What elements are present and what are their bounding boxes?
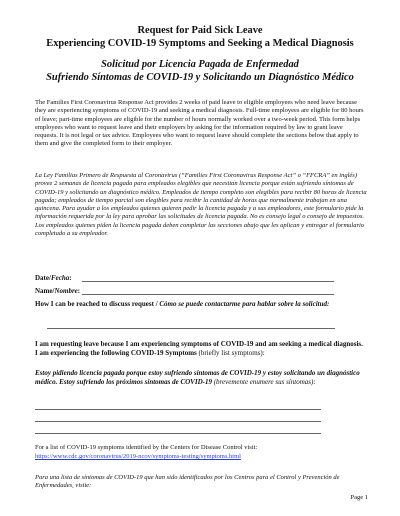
intro-es: La Ley Familias Primero de Respuesta al Coronavirus (“Families First Coronavirus Response Act” o “FFCRA” en inglés) provee 2 semanas de licencia pagada para empleados elegibles que necesitan licencia porque están sufriendo síntomas de COVID-19 y solicitando un diagnóstico médico. Empleados de tiempo completo son elegibles para recibir 80 horas de licencia pagada; empleados de tiempo parcial son elegibles para recibir la cantidad de horas que normalmente trabajan en una quincena. Para ayudar a los empleados quienes quieren pedir la licencia pagada y a sus empleadores, este formulario pide la información requerida por la ley para aprobar las solicitudes de licencia pagada. No es consejo legal o consejo de impuestos. Los empleados quienes piden la licencia pagada deben completar las secciones abajo que les aplican y entregar el formulario completado a su empleador. bbox=[35, 172, 367, 238]
name-label-en: Name/ bbox=[35, 287, 55, 295]
symptoms-es-bold: Estoy pidiendo licencia pagada porque estoy sufriendo síntomas de COVID-19 y estoy solicitando un diagnóstico médico. Estoy sufriendo los próximos síntomas de COVID-19 bbox=[35, 369, 360, 386]
symptoms-en-tail: (briefly list symptoms): bbox=[198, 348, 265, 357]
cdc-en: For a list of COVID-19 symptoms identified by the Centers for Disease Control visit: bbox=[35, 444, 258, 451]
symptoms-es-tail: (brevemente enumere sus síntomas): bbox=[213, 377, 316, 386]
name-label-es: Nombre bbox=[54, 287, 78, 295]
title-es-2: Sufriendo Síntomas de COVID-19 y Solicitando un Diagnóstico Médico bbox=[46, 72, 354, 83]
intro-en: The Families First Coronavirus Response Act provides 2 weeks of paid leave to eligible employees who need leave because they are experiencing symptoms of COVID-19 and seeking a medical diagnosis. Full-time employees are eligible for 80 hours of leave; part-time employees are eligible for the number of hours normally worked over a two-week period. This form helps employees who want to request leave and their employers by asking for the information required by law to grant leave requests. It is not legal or tax advice. Employees who want to request leave should complete the sections below that apply to them and give the completed form to their employer. bbox=[35, 99, 364, 148]
contact-field[interactable] bbox=[47, 328, 335, 329]
title-es-1: Solicitud por Licencia Pagada de Enfermedad bbox=[101, 59, 299, 70]
name-label: Name/Nombre: bbox=[35, 287, 81, 295]
symptoms-es bbox=[35, 369, 367, 387]
title-en-2: Experiencing COVID-19 Symptoms and Seeking a Medical Diagnosis bbox=[46, 38, 354, 49]
cdc-link-line bbox=[35, 453, 367, 461]
contact-question bbox=[35, 300, 367, 309]
title-en-1: Request for Paid Sick Leave bbox=[137, 25, 263, 36]
date-label-es: Fecha bbox=[50, 274, 70, 282]
cdc-es: Para una lista de síntomas de COVID-19 que han sido identificados por los Centros para el Control y Prevención de Enfermedades, visite: bbox=[35, 474, 340, 490]
contact-q-es: Cómo se puede contactarme para hablar sobre la solicitud: bbox=[159, 300, 330, 308]
page-number: Page 1 bbox=[350, 494, 368, 501]
symptoms-line-3[interactable] bbox=[35, 433, 321, 434]
contact-q-en: How I can be reached to discuss request / bbox=[35, 300, 160, 308]
symptoms-en bbox=[35, 340, 367, 358]
name-field[interactable] bbox=[82, 294, 334, 295]
date-field[interactable] bbox=[82, 281, 334, 282]
title-block bbox=[0, 24, 400, 50]
cdc-link[interactable]: https://www.cdc.gov/coronavirus/2019-ncov/symptoms-testing/symptoms.html bbox=[35, 453, 241, 460]
symptoms-en-bold: I am requesting leave because I am experiencing symptoms of COVID-19 and am seeking a medical diagnosis. I am experiencing the following COVID-19 Symptoms bbox=[35, 340, 363, 357]
title-block-es bbox=[0, 58, 400, 84]
symptoms-line-1[interactable] bbox=[35, 409, 321, 410]
symptoms-line-2[interactable] bbox=[35, 421, 321, 422]
date-label-en: Date/ bbox=[35, 274, 51, 282]
date-label: Date/Fecha: bbox=[35, 274, 72, 282]
